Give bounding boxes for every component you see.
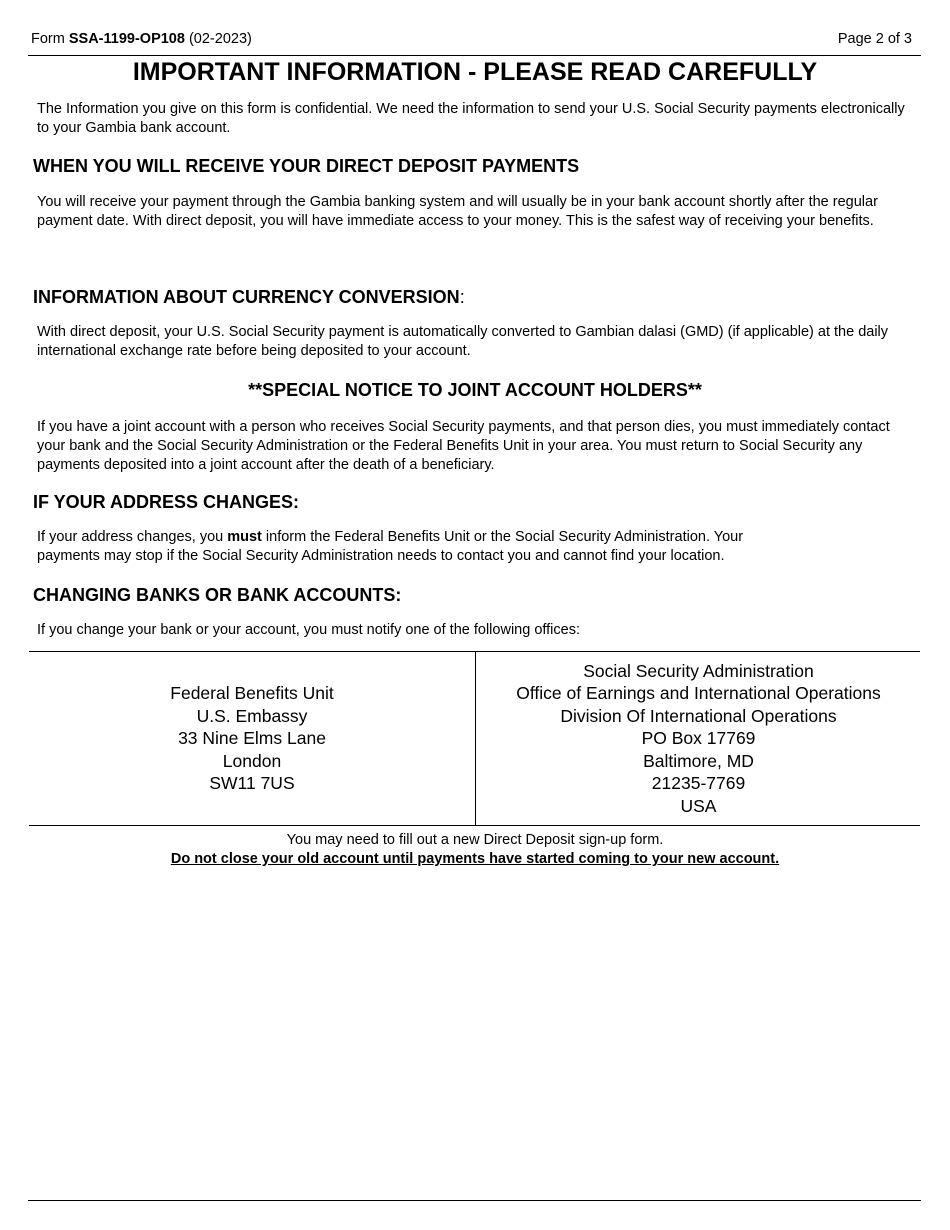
banks-paragraph: If you change your bank or your account, you must notify one of the following offices: xyxy=(37,622,580,638)
form-prefix: Form xyxy=(31,31,69,47)
currency-heading xyxy=(33,287,465,308)
address-text-after: inform the Federal Benefits Unit or the Social Security Administration. Your payments may stop if the Social Security Administration needs to contact you and cannot find your location. xyxy=(37,529,744,564)
ssa-address xyxy=(475,652,921,825)
address-line: Office of Earnings and International Operations xyxy=(516,683,881,704)
footer-rule xyxy=(28,1200,921,1201)
address-heading: IF YOUR ADDRESS CHANGES: xyxy=(33,492,300,512)
address-line: Division Of International Operations xyxy=(560,705,837,726)
joint-heading: **SPECIAL NOTICE TO JOINT ACCOUNT HOLDERS** xyxy=(248,380,702,400)
receive-paragraph: You will receive your payment through the Gambia banking system and will usually be in your bank account shortly after the regular payment date. With direct deposit, you will have immediate access to your money. This is the safest way of receiving your benefits. xyxy=(37,194,878,229)
address-paragraph xyxy=(37,528,807,566)
address-line: 33 Nine Elms Lane xyxy=(178,728,326,749)
joint-paragraph: If you have a joint account with a person who receives Social Security payments, and that person dies, you must immediately contact your bank and the Social Security Administration or the Federal Benefits Unit in your area. You must return to Social Security any payments deposited into a joint account after the death of a beneficiary. xyxy=(37,419,890,473)
header-rule xyxy=(28,55,921,56)
address-line: 21235-7769 xyxy=(651,773,746,794)
address-line: USA xyxy=(680,795,717,816)
address-line: London xyxy=(222,750,282,771)
intro-paragraph: The Information you give on this form is confidential. We need the information to send your U.S. Social Security payments electronically to your Gambia bank account. xyxy=(37,101,905,136)
page-title: IMPORTANT INFORMATION - PLEASE READ CAREFULLY xyxy=(132,58,818,86)
address-line: SW11 7US xyxy=(209,773,295,794)
form-identifier xyxy=(31,31,252,47)
address-line: PO Box 17769 xyxy=(641,728,756,749)
address-text-must: must xyxy=(227,529,262,545)
offices-table xyxy=(29,651,920,826)
footnote-warning: Do not close your old account until payments have started coming to your new account. xyxy=(170,851,780,867)
federal-benefits-unit-address xyxy=(29,652,475,825)
form-date: (02-2023) xyxy=(184,31,252,47)
address-line: Federal Benefits Unit xyxy=(170,683,334,704)
banks-heading: CHANGING BANKS OR BANK ACCOUNTS: xyxy=(33,585,402,605)
page-number: Page 2 of 3 xyxy=(837,31,912,47)
receive-heading: WHEN YOU WILL RECEIVE YOUR DIRECT DEPOSIT PAYMENTS xyxy=(33,156,580,176)
form-number: SSA-1199-OP108 xyxy=(68,31,185,47)
address-text-before: If your address changes, you xyxy=(37,529,228,545)
currency-paragraph: With direct deposit, your U.S. Social Security payment is automatically converted to Gambian dalasi (GMD) (if applicable) at the daily international exchange rate before being deposited to your account. xyxy=(37,324,889,359)
address-line: Baltimore, MD xyxy=(643,750,754,771)
currency-heading-text: INFORMATION ABOUT CURRENCY CONVERSION xyxy=(33,287,460,307)
currency-heading-colon: : xyxy=(459,287,465,307)
footnote-signup: You may need to fill out a new Direct Deposit sign-up form. xyxy=(286,832,664,848)
address-line: Social Security Administration xyxy=(583,661,814,682)
address-line: U.S. Embassy xyxy=(196,705,308,726)
